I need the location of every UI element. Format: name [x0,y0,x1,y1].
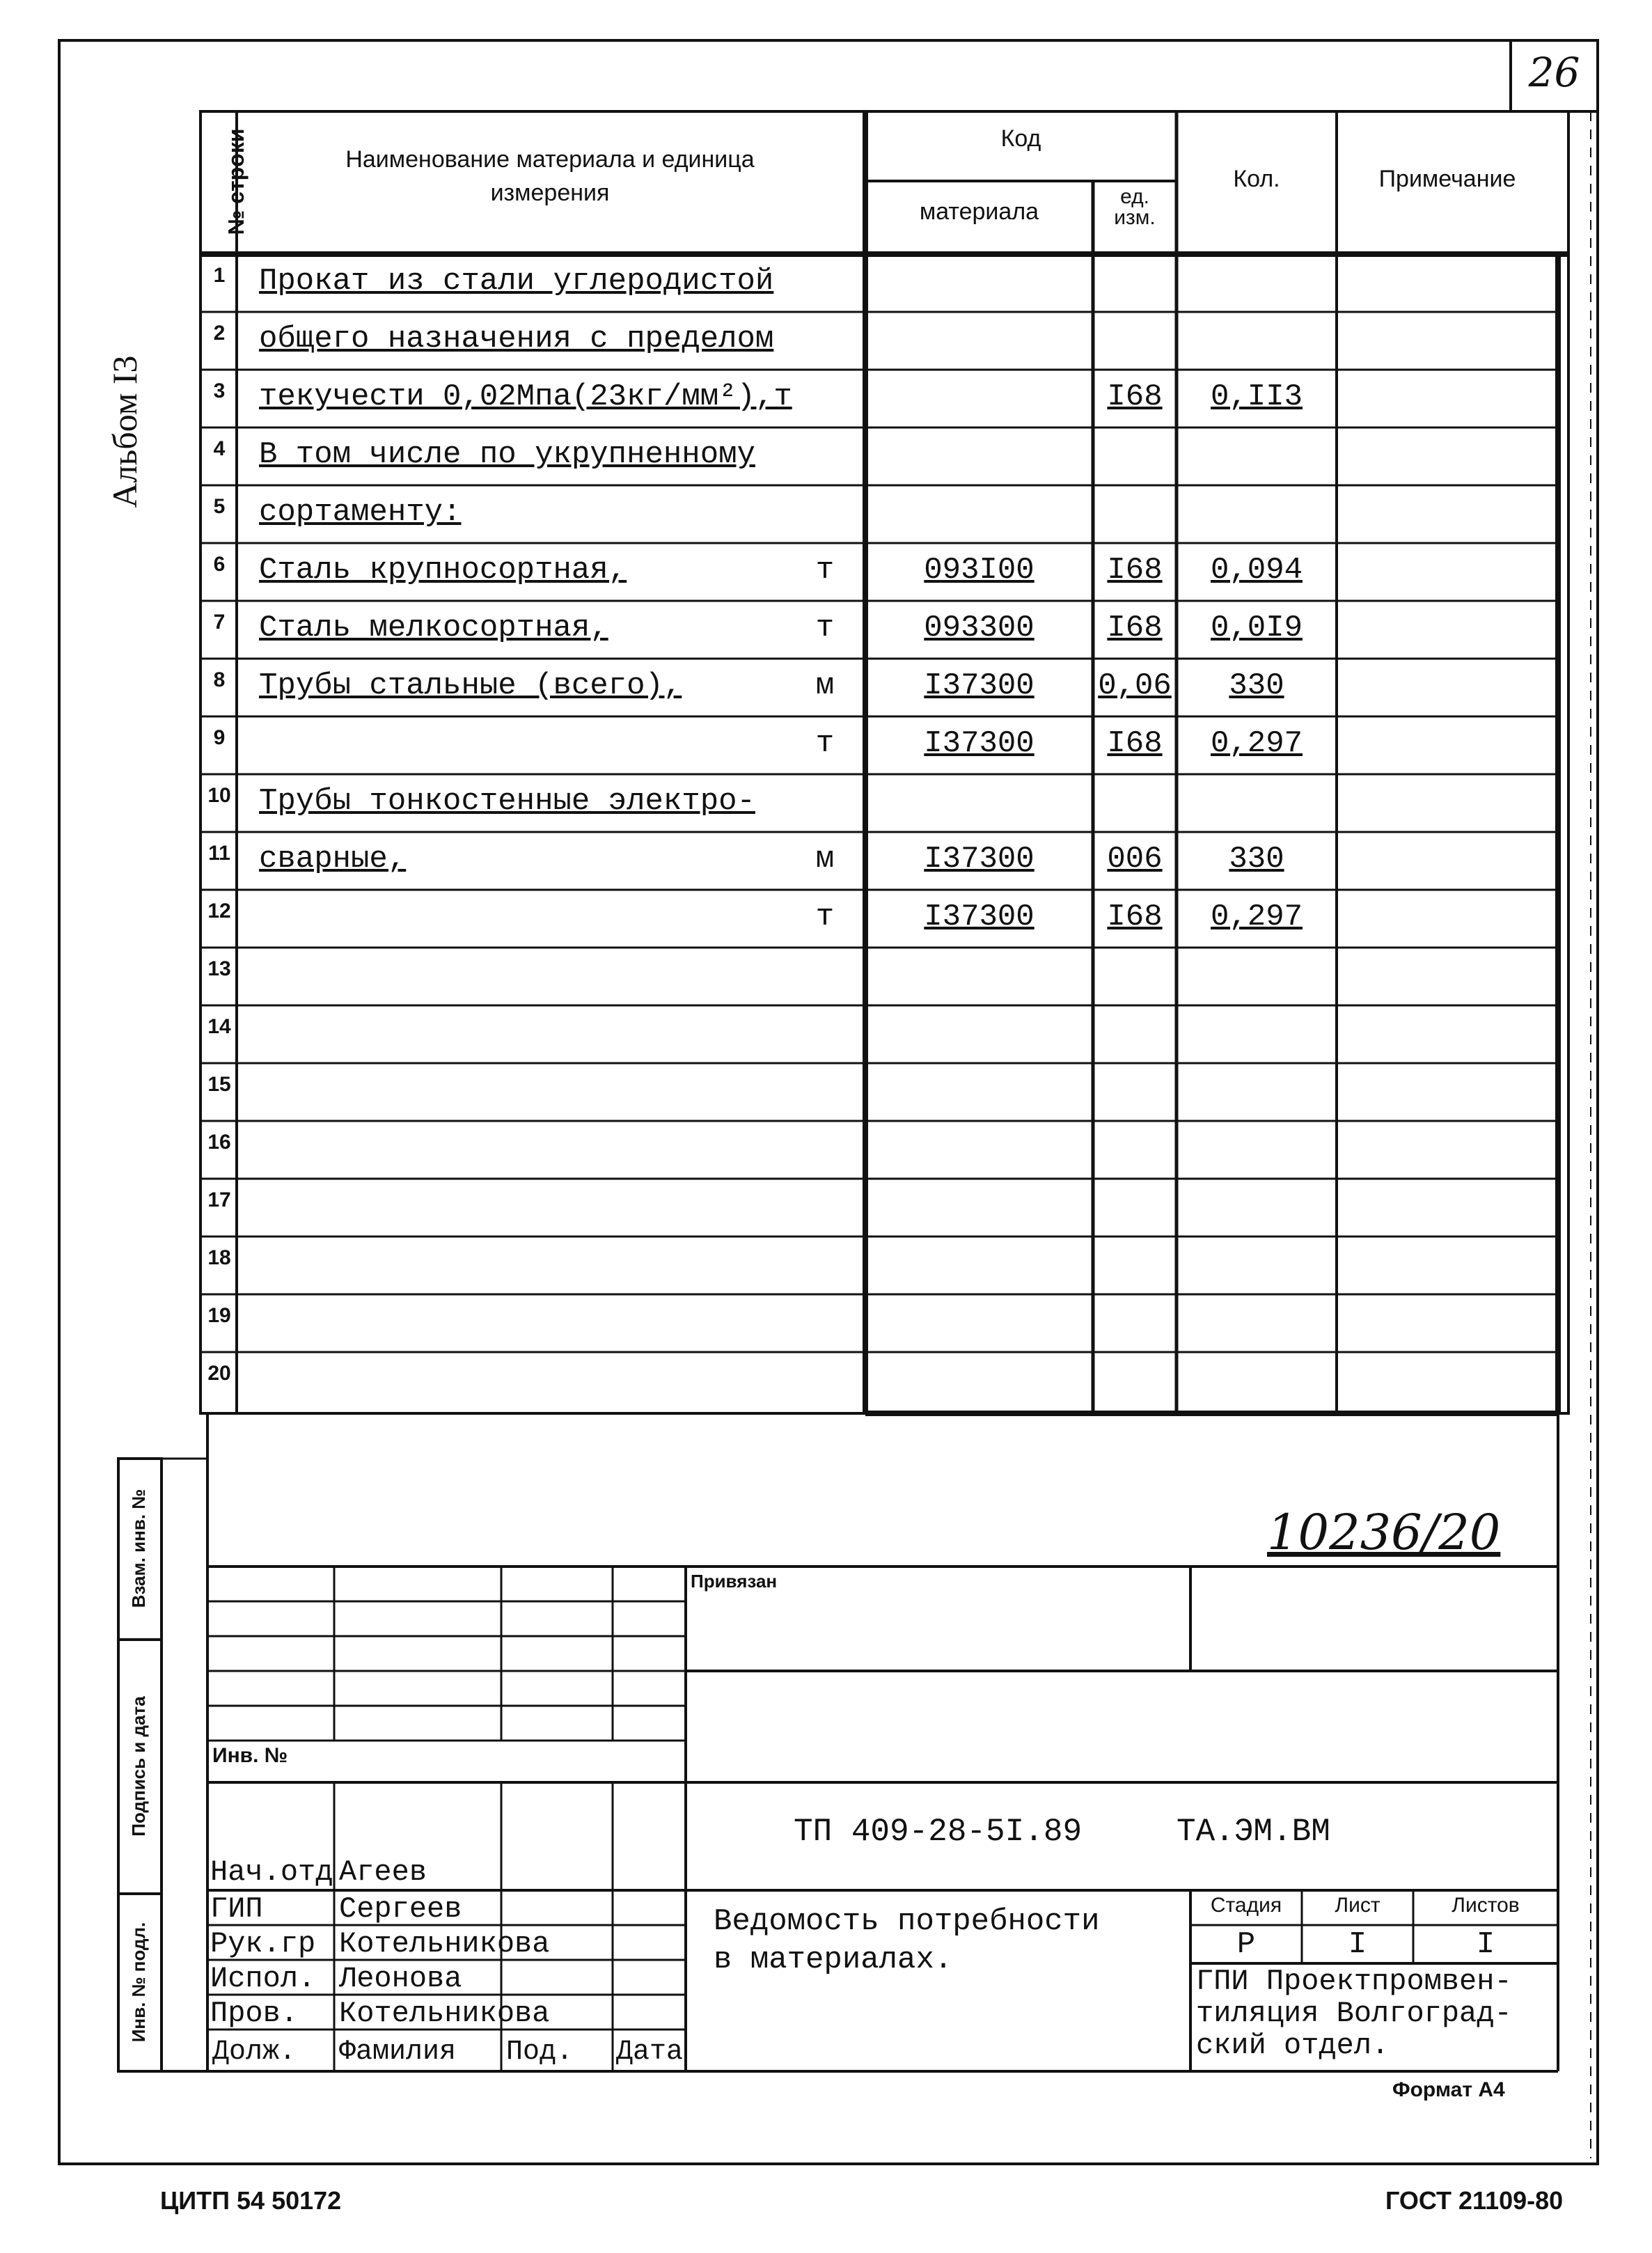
row-number: 19 [207,1304,231,1327]
row-unit [790,437,860,485]
header-code-unit: ед. изм. [1114,185,1156,229]
row-unit-code: I68 [1107,900,1163,934]
row-unit [790,322,860,370]
row-qty [1177,1188,1337,1237]
row-material-code: 093I00 [924,553,1035,588]
row-unit-code [1093,1362,1177,1410]
row-unit-code [1093,1015,1177,1063]
row-unit: м [815,842,835,877]
row-qty [1177,437,1337,485]
row-material-code [865,437,1093,485]
row-number: 13 [207,957,231,980]
header-code-material: материала [919,198,1039,225]
row-name: сварные, [259,842,407,877]
row-number: 20 [207,1362,231,1385]
inventory-number: 10236/20 [1267,1504,1501,1561]
header-code: Код [1000,125,1041,152]
inv-no-label: Инв. № [212,1744,288,1767]
org-line1: ГПИ Проектпромвен- [1196,1965,1512,1998]
person-name: Котельникова [339,1997,550,2030]
row-name [259,1304,802,1352]
person-role: Рук.гр [210,1927,316,1961]
row-number: 15 [207,1073,231,1096]
row-material-code: I37300 [924,900,1035,934]
row-unit-code [1093,1073,1177,1121]
row-qty [1177,1362,1337,1410]
stage-label: Стадия [1210,1894,1282,1917]
row-unit-code [1093,957,1177,1005]
row-number: 18 [207,1246,231,1269]
row-qty [1177,264,1337,312]
row-unit-code [1093,437,1177,485]
row-unit-code [1093,264,1177,312]
format-label: Формат А4 [1392,2078,1505,2101]
row-unit-code [1093,495,1177,543]
row-unit: т [815,726,835,761]
row-number: 5 [213,495,226,518]
row-unit-code [1093,1304,1177,1352]
stage-value: Р [1236,1927,1256,1962]
sheet-number: 26 [1528,49,1580,96]
row-material-code [865,1131,1093,1179]
sheet-value: I [1348,1927,1367,1962]
row-number: 7 [213,611,226,634]
row-name [259,957,802,1005]
row-unit [790,264,860,312]
row-material-code [865,495,1093,543]
row-qty [1177,1073,1337,1121]
row-unit [790,1131,860,1179]
row-unit-code [1093,322,1177,370]
sheets-label: Листов [1452,1894,1520,1917]
col-name: Фамилия [339,2036,457,2068]
footer-right: ГОСТ 21109-80 [1385,2186,1564,2215]
row-unit-code [1093,784,1177,832]
row-name [259,900,802,948]
row-number: 17 [207,1188,231,1211]
col-role: Долж. [212,2036,297,2068]
row-unit-code [1093,1246,1177,1294]
row-qty: 0,0I9 [1210,611,1303,645]
sheet-label: Лист [1335,1894,1380,1917]
person-role: Нач.отд [210,1855,333,1889]
row-number: 9 [213,726,226,749]
person-name: Котельникова [339,1927,550,1961]
row-unit-code: I68 [1107,611,1163,645]
header-qty: Кол. [1233,166,1280,192]
col-date: Дата [616,2036,684,2068]
row-material-code [865,957,1093,1005]
row-unit-code [1093,1131,1177,1179]
row-name: общего назначения с пределом [259,322,774,356]
row-unit [790,1188,860,1237]
row-material-code: I37300 [924,842,1035,877]
header-row-no: № строки [223,128,249,235]
person-name: Леонова [339,1962,462,1995]
sheets-value: I [1476,1927,1495,1962]
row-unit-code [1093,1188,1177,1237]
person-role: Пров. [210,1997,299,2030]
side-vzam: Взам. инв. № [128,1489,149,1608]
row-number: 12 [207,900,231,923]
row-material-code [865,784,1093,832]
row-name [259,1073,802,1121]
row-name: Трубы стальные (всего), [259,668,682,703]
row-material-code: I37300 [924,668,1035,703]
row-number: 3 [213,379,226,402]
row-material-code [865,1304,1093,1352]
row-qty [1177,1304,1337,1352]
row-unit-code: I68 [1107,726,1163,761]
row-qty: 0,II3 [1210,379,1303,414]
row-material-code [865,1362,1093,1410]
row-material-code: I37300 [924,726,1035,761]
row-qty: 330 [1229,842,1284,877]
doc-code: ТП 409-28-5I.89 [794,1814,1083,1850]
doc-suffix: ТА.ЭМ.ВМ [1177,1814,1330,1850]
row-qty [1177,784,1337,832]
album-label: Альбом I3 [105,355,144,508]
row-unit [790,495,860,543]
row-name: текучести 0,02Мпа(23кг/мм²),т [259,379,792,414]
row-material-code [865,1188,1093,1237]
row-name: Сталь крупносортная, [259,553,627,588]
row-name [259,1362,802,1410]
row-unit: т [815,553,835,588]
row-unit: т [815,900,835,934]
col-sign: Под. [506,2036,574,2068]
row-unit-code: I68 [1107,553,1163,588]
row-qty [1177,495,1337,543]
row-name: Трубы тонкостенные электро- [259,784,755,819]
row-material-code [865,1073,1093,1121]
row-name: В том числе по укрупненному [259,437,755,472]
row-number: 6 [213,553,226,576]
row-number: 4 [213,437,226,460]
row-unit [790,957,860,1005]
row-material-code [865,379,1093,427]
row-material-code [865,1246,1093,1294]
row-number: 10 [207,784,231,807]
org-line3: ский отдел. [1196,2029,1390,2062]
row-qty [1177,1131,1337,1179]
row-name [259,1015,802,1063]
header-note: Примечание [1378,166,1516,192]
row-unit: т [815,611,835,645]
row-unit [790,379,860,427]
row-number: 8 [213,668,226,691]
row-unit [790,1073,860,1121]
doc-title-line2: в материалах. [714,1942,953,1977]
row-name [259,1188,802,1237]
row-qty: 0,297 [1210,900,1303,934]
row-material-code [865,1015,1093,1063]
row-unit [790,1246,860,1294]
row-name: Сталь мелкосортная, [259,611,608,645]
header-name: Наименование материала и единица измерения [345,146,755,206]
row-unit [790,1015,860,1063]
row-number: 2 [213,322,226,345]
row-unit [790,784,860,832]
footer-left: ЦИТП 54 50172 [160,2186,342,2215]
person-role: ГИП [210,1892,263,1926]
row-qty: 330 [1229,668,1284,703]
row-name [259,1246,802,1294]
row-name [259,726,802,774]
row-qty: 0,297 [1210,726,1303,761]
row-unit-code: 0,06 [1098,668,1172,703]
row-material-code [865,322,1093,370]
row-qty [1177,1246,1337,1294]
row-name: Прокат из стали углеродистой [259,264,774,299]
row-name: сортаменту: [259,495,462,530]
doc-title-line1: Ведомость потребности [714,1904,1100,1939]
row-number: 14 [207,1015,231,1038]
row-unit-code: I68 [1107,379,1163,414]
row-material-code: 093300 [924,611,1035,645]
row-material-code [865,264,1093,312]
row-unit-code: 006 [1107,842,1163,877]
side-inv-podl: Инв. № подл. [128,1922,149,2043]
privyazan-label: Привязан [691,1571,778,1592]
row-unit [790,1304,860,1352]
person-name: Агеев [339,1855,427,1889]
row-qty: 0,094 [1210,553,1303,588]
row-number: 1 [213,264,226,287]
row-number: 11 [208,842,230,865]
row-unit: м [815,668,835,703]
row-unit [790,1362,860,1410]
person-name: Сергеев [339,1892,462,1926]
row-qty [1177,957,1337,1005]
person-role: Испол. [210,1962,316,1995]
row-qty [1177,1015,1337,1063]
row-name [259,1131,802,1179]
row-qty [1177,322,1337,370]
row-number: 16 [207,1131,231,1154]
side-podpis: Подпись и дата [128,1696,149,1837]
org-line2: тиляция Волгоград- [1196,1997,1512,2030]
